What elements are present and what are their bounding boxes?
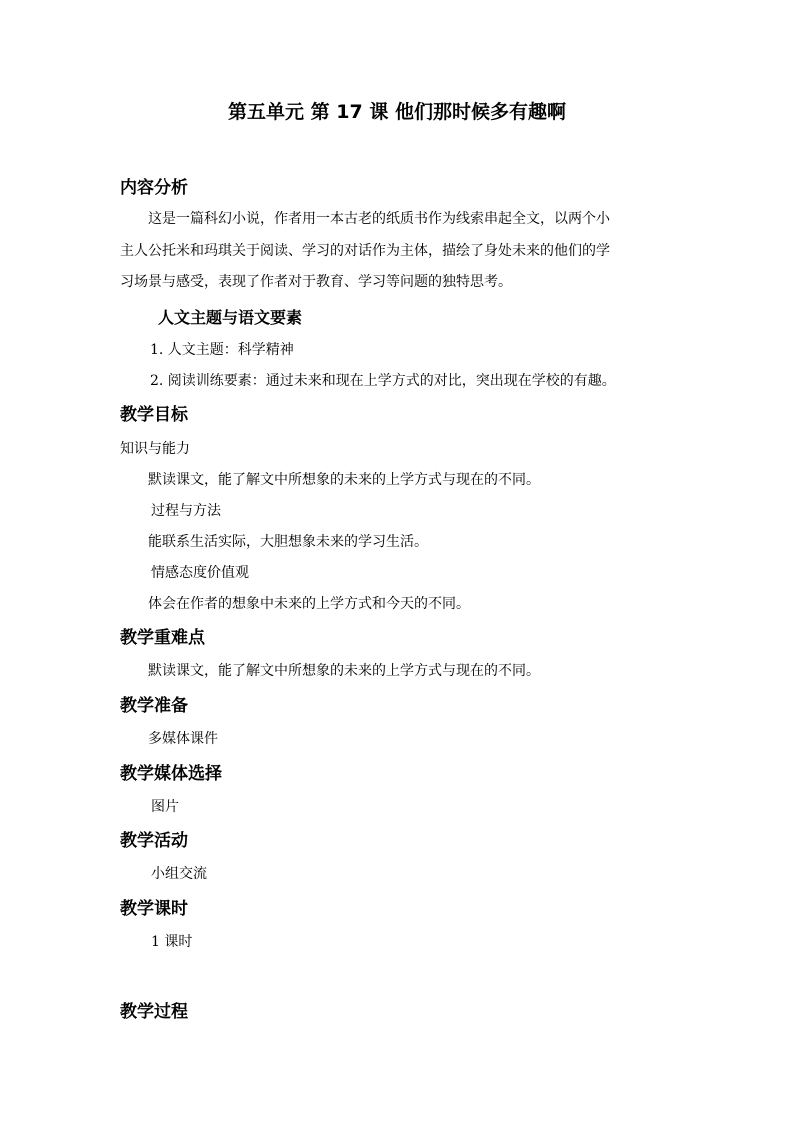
content-analysis-paragraph (120, 204, 690, 299)
hours-text: 1 课时 (151, 934, 193, 950)
lesson-title: 第五单元 第 17 课 他们那时候多有趣啊 (228, 101, 566, 123)
preparation-heading: 教学准备 (120, 696, 188, 716)
content-analysis-line: 主人公托米和玛琪关于阅读、学习的对话作为主体，描绘了身处未来的他们的学 (120, 242, 610, 259)
activity-heading: 教学活动 (120, 831, 188, 851)
emotion-text: 体会在作者的想象中未来的上学方式和今天的不同。 (148, 596, 470, 612)
theme-item: 2. 阅读训练要素：通过未来和现在上学方式的对比，突出现在学校的有趣。 (150, 373, 616, 389)
process-method-text: 能联系生活实际，大胆想象未来的学习生活。 (148, 534, 428, 550)
knowledge-label: 知识与能力 (120, 441, 190, 457)
hours-heading: 教学课时 (120, 899, 188, 919)
emotion-label: 情感态度价值观 (151, 565, 249, 581)
process-heading: 教学过程 (120, 1002, 188, 1022)
media-text: 图片 (151, 799, 179, 815)
theme-item: 1. 人文主题：科学精神 (150, 342, 294, 358)
activity-text: 小组交流 (151, 866, 207, 882)
content-analysis-line: 这是一篇科幻小说，作者用一本古老的纸质书作为线索串起全文，以两个小 (148, 211, 610, 227)
theme-heading: 人文主题与语文要素 (158, 308, 303, 327)
process-method-label: 过程与方法 (151, 503, 221, 519)
preparation-text: 多媒体课件 (148, 731, 218, 747)
knowledge-text: 默读课文，能了解文中所想象的未来的上学方式与现在的不同。 (148, 472, 540, 488)
goals-heading: 教学目标 (120, 405, 188, 425)
content-analysis-line: 习场景与感受，表现了作者对于教育、学习等问题的独特思考。 (120, 274, 512, 290)
key-points-text: 默读课文，能了解文中所想象的未来的上学方式与现在的不同。 (148, 663, 540, 679)
content-analysis-heading: 内容分析 (120, 178, 188, 198)
media-heading: 教学媒体选择 (120, 764, 222, 784)
key-points-heading: 教学重难点 (120, 628, 205, 648)
